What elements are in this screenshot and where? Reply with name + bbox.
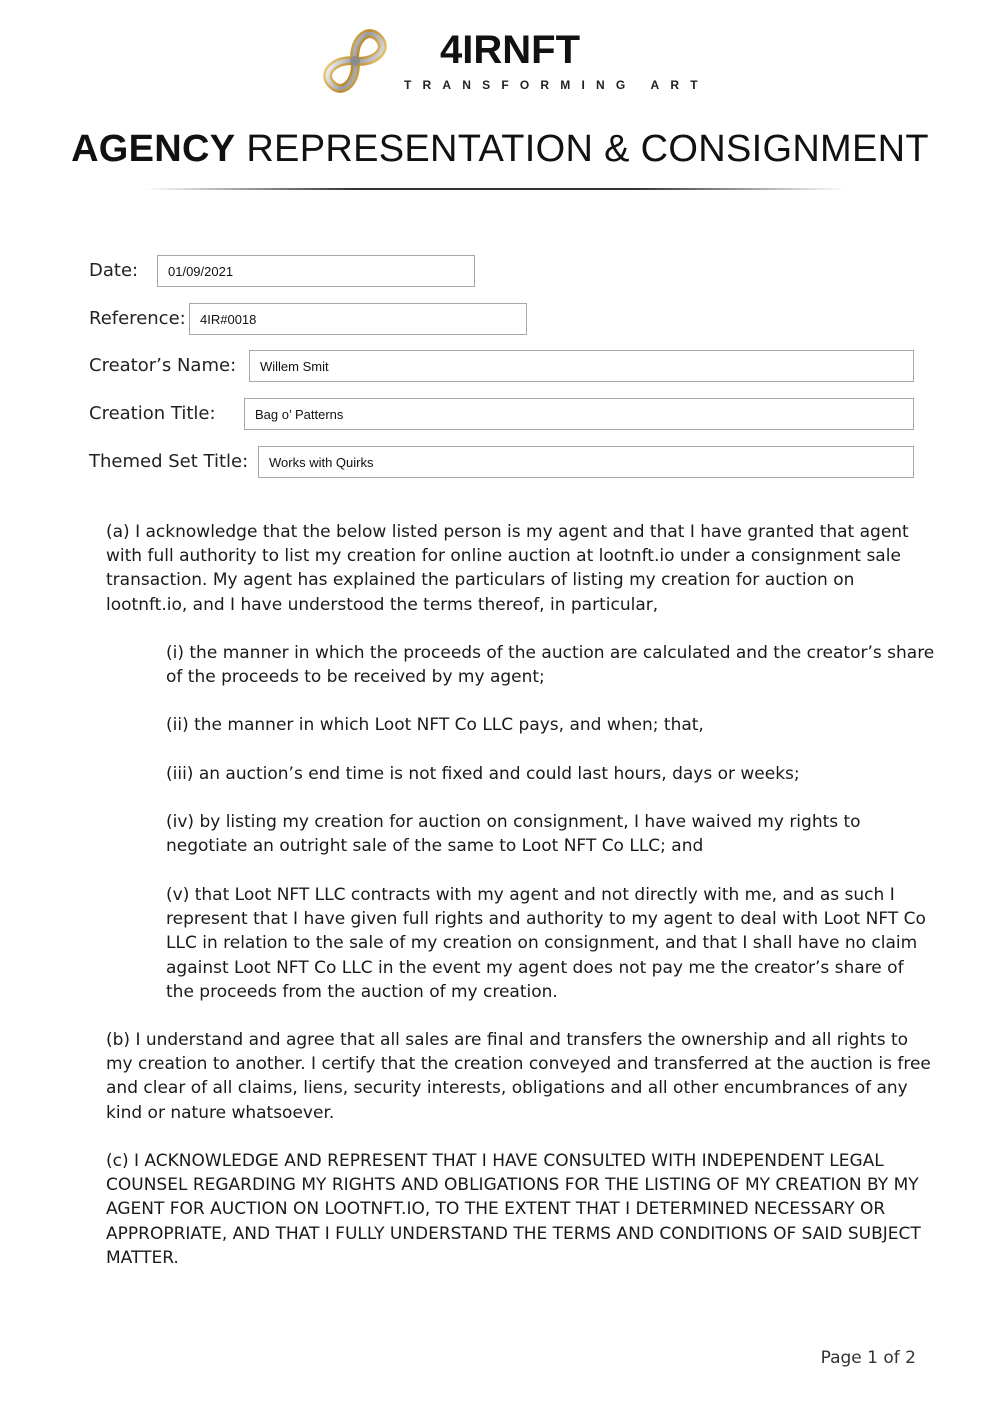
creation-title-label: Creation Title: [89,403,216,424]
item-iv: (iv) by listing my creation for auction on consignment, I have waived my rights to negotiate an outright sale of the same to Loot NFT Co LLC; and [166,812,861,857]
item-v: (v) that Loot NFT LLC contracts with my agent and not directly with me, and as such I represent that I have given full rights and authority to my agent to deal with Loot NFT Co LLC in relation to the sale of my creation on consignment, and that I shall have no claim against Loot NFT Co LLC in the event my agent does not pay me the creator’s share of the proceeds from the auction of my creation. [166,885,926,1002]
brand-tagline: TRANSFORMING ART [404,78,709,92]
title-divider [145,188,845,190]
creation-title-field[interactable]: Bag o’ Patterns [244,398,914,430]
item-ii: (ii) the manner in which Loot NFT Co LLC pays, and when; that, [166,715,704,735]
themed-set-title-label: Themed Set Title: [89,451,249,472]
document-title-rest: REPRESENTATION & CONSIGNMENT [246,128,929,170]
paragraph-c: (c) I ACKNOWLEDGE AND REPRESENT THAT I HAVE CONSULTED WITH INDEPENDENT LEGAL COUNSEL REGARDING MY RIGHTS AND OBLIGATIONS FOR THE LISTING OF MY CREATION BY MY AGENT FOR AUCTION ON LOOTNFT.IO, TO THE EXTENT THAT I DETERMINED NECESSARY OR APPROPRIATE, AND THAT I FULLY UNDERSTAND THE TERMS AND CONDITIONS OF SAID SUBJECT MATTER. [106,1151,921,1268]
document-title-bold: AGENCY [71,128,236,170]
document-title [0,128,1000,171]
page-number: Page 1 of 2 [820,1348,916,1368]
themed-set-title-field[interactable]: Works with Quirks [258,446,914,478]
reference-label: Reference: [89,308,186,329]
item-iii: (iii) an auction’s end time is not fixed and could last hours, days or weeks; [166,764,800,784]
date-field[interactable]: 01/09/2021 [157,255,475,287]
brand-name: 4IRNFT [440,28,580,72]
reference-field[interactable]: 4IR#0018 [189,303,527,335]
brand-logo-icon [314,20,396,102]
creator-name-field[interactable]: Willem Smit [249,350,914,382]
paragraph-a: (a) I acknowledge that the below listed person is my agent and that I have granted that agent with full authority to list my creation for online auction at lootnft.io under a consignment sale transaction. My agent has explained the particulars of listing my creation for auction on lootnft.io, and I have understood the terms thereof, in particular, [106,522,909,615]
creator-name-label: Creator’s Name: [89,355,237,376]
item-i: (i) the manner in which the proceeds of the auction are calculated and the creator’s share of the proceeds to be received by my agent; [166,643,935,688]
paragraph-b: (b) I understand and agree that all sales are final and transfers the ownership and all rights to my creation to another. I certify that the creation conveyed and transferred at the auction is free and clear of all claims, liens, security interests, obligations and all other encumbrances of any kind or nature whatsoever. [106,1030,931,1123]
date-label: Date: [89,260,139,281]
